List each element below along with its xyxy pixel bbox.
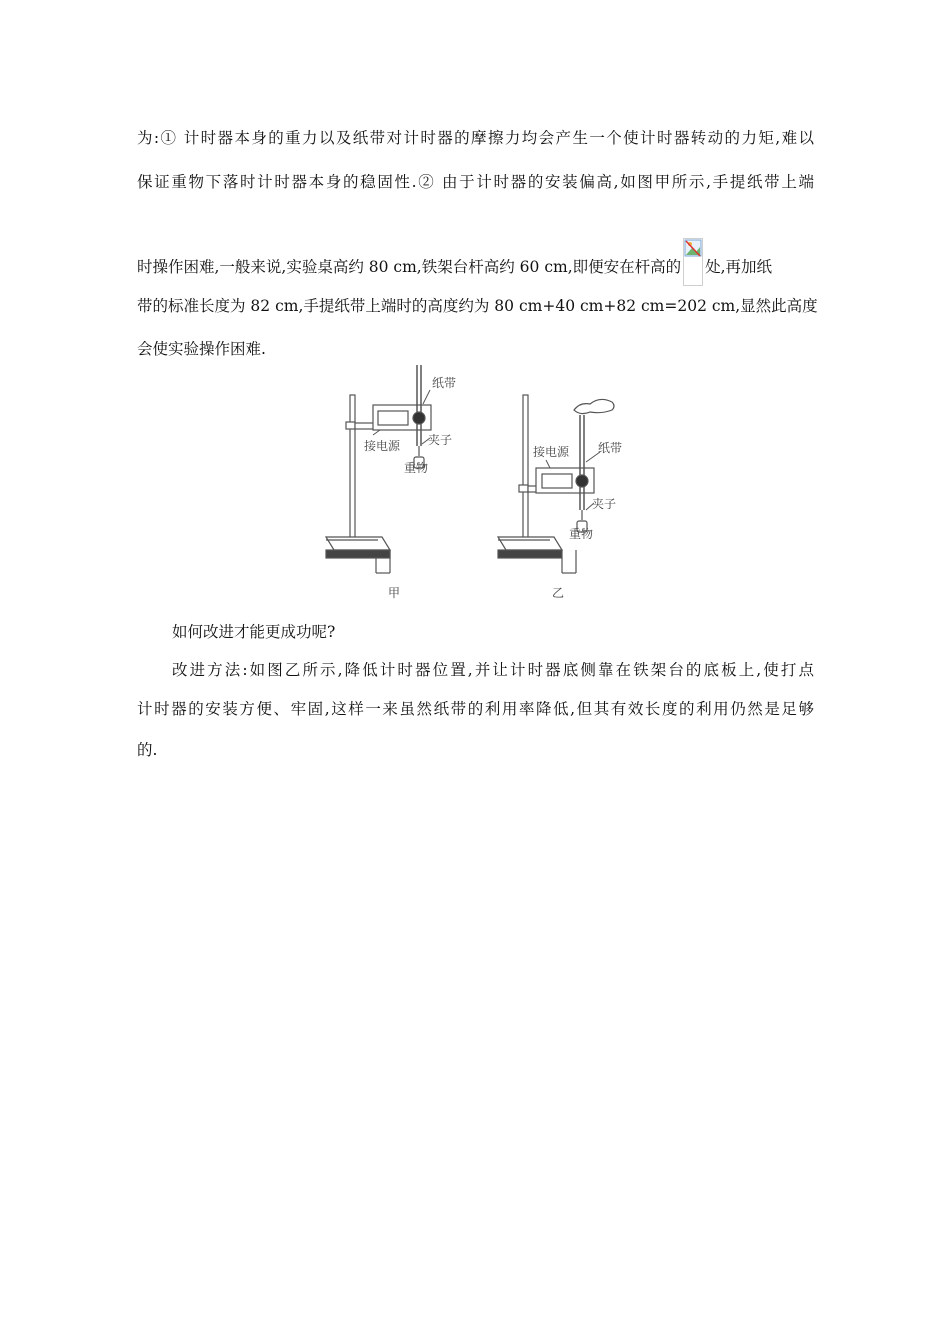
paragraph-line: 带的标准长度为 82 cm,手提纸带上端时的高度约为 80 cm+40 cm+82 cm=202 cm,显然此高度 bbox=[137, 297, 818, 315]
label-power-left: 接电源 bbox=[364, 439, 401, 453]
caption-left: 甲 bbox=[388, 586, 401, 600]
label-weight-left: 重物 bbox=[404, 461, 429, 475]
paragraph-text: 时操作困难,一般来说,实验桌高约 80 cm,铁架台杆高约 60 cm,即便安在杆高的 bbox=[137, 258, 682, 276]
label-weight-right: 重物 bbox=[569, 527, 594, 541]
label-paper-tape-left: 纸带 bbox=[432, 376, 457, 390]
paragraph-line: 保证重物下落时计时器本身的稳固性.② 由于计时器的安装偏高,如图甲所示,手提纸带上端 bbox=[137, 173, 814, 191]
label-power-right: 接电源 bbox=[533, 445, 570, 459]
paragraph-line: 改进方法:如图乙所示,降低计时器位置,并让计时器底侧靠在铁架台的底板上,使打点 bbox=[172, 661, 814, 679]
broken-image-icon bbox=[683, 238, 703, 286]
label-paper-tape-right: 纸带 bbox=[598, 441, 623, 455]
experiment-figure bbox=[318, 360, 638, 605]
paragraph-line: 为:① 计时器本身的重力以及纸带对计时器的摩擦力均会产生一个使计时器转动的力矩,难以 bbox=[137, 129, 814, 147]
paragraph-line: 的. bbox=[137, 741, 158, 759]
paragraph-text: 处,再加纸 bbox=[705, 258, 773, 276]
caption-right: 乙 bbox=[552, 586, 565, 600]
label-clip-left: 夹子 bbox=[428, 433, 453, 447]
question: 如何改进才能更成功呢? bbox=[172, 623, 336, 641]
paragraph-line bbox=[137, 238, 814, 286]
paragraph-line: 会使实验操作困难. bbox=[137, 340, 266, 358]
label-clip-right: 夹子 bbox=[592, 497, 617, 511]
stand-right bbox=[498, 395, 617, 573]
paragraph-line: 计时器的安装方便、牢固,这样一来虽然纸带的利用率降低,但其有效长度的利用仍然是足够 bbox=[137, 700, 814, 718]
